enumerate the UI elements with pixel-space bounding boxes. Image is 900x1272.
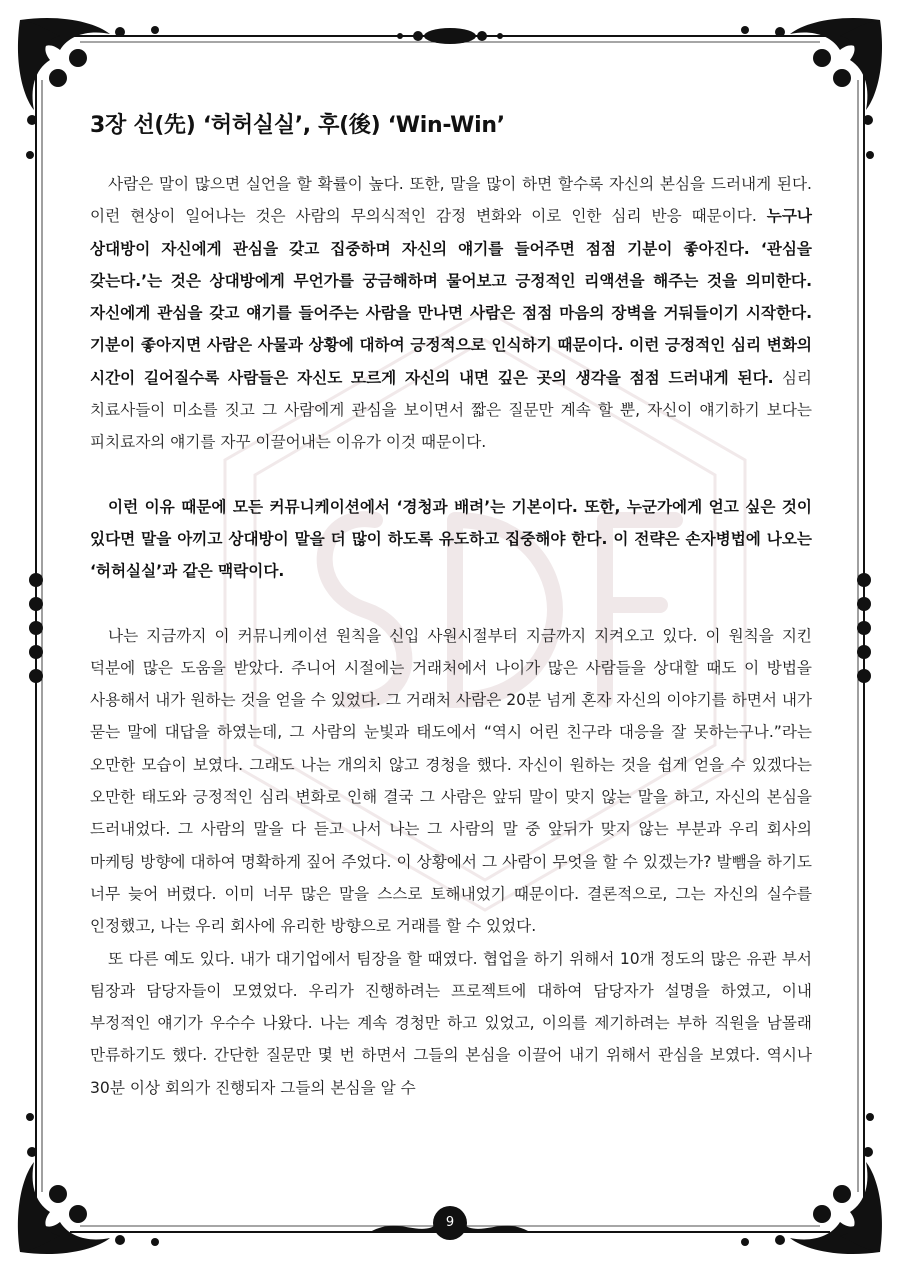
bold-text-segment: 이런 이유 때문에 모든 커뮤니케이션에서 ‘경청과 배려’는 기본이다. 또한, 누군가에게 얻고 싶은 것이 있다면 말을 아끼고 상대방이 말을 더 많이 하도록 유도하고 집중해야 한다. 이 전략은 손자병법에 나오는 ‘허허실실’과 같은 맥락이다.: [90, 497, 812, 581]
page-number: 9: [433, 1206, 467, 1240]
chapter-title: 3장 선(先) ‘허허실실’, 후(後) ‘Win-Win’: [90, 113, 505, 138]
text-segment: 심리 치료사들이 미소를 짓고 그 사람에게 관심을 보이면서 짧은 질문만 계속 할 뿐, 자신이 얘기하기 보다는 피치료자의 얘기를 자꾸 이끌어내는 이유가 이것 때문이다.: [90, 368, 812, 452]
text-segment: 나는 지금까지 이 커뮤니케이션 원칙을 신입 사원시절부터 지금까지 지켜오고 있다. 이 원칙을 지킨 덕분에 많은 도움을 받았다. 주니어 시절에는 거래처에서 나이가 많은 사람들을 상대할 때도 이 방법을 사용해서 내가 원하는 것을 얻을 수 있었다. 그 거래처 사람은 20분 넘게 혼자 자신의 이야기를 하면서 내가 묻는 말에 대답을 하였는데, 그 사람의 눈빛과 태도에서 “역시 어린 친구라 대응을 잘 못하는구나.”라는 오만한 모습이 보였다. 그래도 나는 개의치 않고 경청을 했다. 자신이 원하는 것을 쉽게 얻을 수 있겠다는 오만한 태도와 긍정적인 심리 변화로 인해 결국 그 사람은 앞뒤 말이 맞지 않는 말을 하고, 자신의 본심을 드러내었다. 그 사람의 말을 다 듣고 나서 나는 그 사람의 말 중 앞뒤가 맞지 않는 부분과 우리 회사의 마케팅 방향에 대하여 명확하게 짚어 주었다. 이 상황에서 그 사람이 무엇을 할 수 있겠는가? 발뺌을 하기도 너무 늦어 버렸다. 이미 너무 많은 말을 스스로 토해내었기 때문이다. 결론적으로, 그는 자신의 실수를 인정했고, 나는 우리 회사에 유리한 방향으로 거래를 할 수 있었다.: [90, 626, 812, 936]
paragraph-1: [90, 168, 812, 459]
body-text: [90, 168, 812, 1104]
text-segment: 사람은 말이 많으면 실언을 할 확률이 높다. 또한, 말을 많이 하면 할수록 자신의 본심을 드러내게 된다. 이런 현상이 일어나는 것은 사람의 무의식적인 감정 변화와 이로 인한 심리 반응 때문이다.: [90, 175, 813, 226]
text-segment: 또 다른 예도 있다. 내가 대기업에서 팀장을 할 때였다. 협업을 하기 위해서 10개 정도의 많은 유관 부서 팀장과 담당자들이 모였었다. 우리가 진행하려는 프로젝트에 대하여 담당자가 설명을 하였고, 이내 부정적인 얘기가 우수수 나왔다. 나는 계속 경청만 하고 있었고, 이의를 제기하려는 부하 직원을 남몰래 만류하기도 했다. 간단한 질문만 몇 번 하면서 그들의 본심을 이끌어 내기 위해서 관심을 보였다. 역시나 30분 이상 회의가 진행되자 그들의 본심을 알 수: [90, 949, 812, 1097]
paragraph-2: [90, 491, 812, 588]
paragraph-4: [90, 943, 812, 1104]
bold-text-segment: 누구나 상대방이 자신에게 관심을 갖고 집중하며 자신의 얘기를 들어주면 점점 기분이 좋아진다. ‘관심을 갖는다.’는 것은 상대방에게 무언가를 궁금해하며 물어보고 긍정적인 리액션을 해주는 것을 의미한다. 자신에게 관심을 갖고 얘기를 들어주는 사람을 만나면 사람은 점점 마음의 장벽을 거둬들이기 시작한다. 기분이 좋아지면 사람은 사물과 상황에 대하여 긍정적으로 인식하기 때문이다. 이런 긍정적인 심리 변화의 시간이 길어질수록 사람들은 자신도 모르게 자신의 내면 깊은 곳의 생각을 점점 드러내게 된다.: [90, 207, 812, 387]
paragraph-3: [90, 620, 812, 943]
